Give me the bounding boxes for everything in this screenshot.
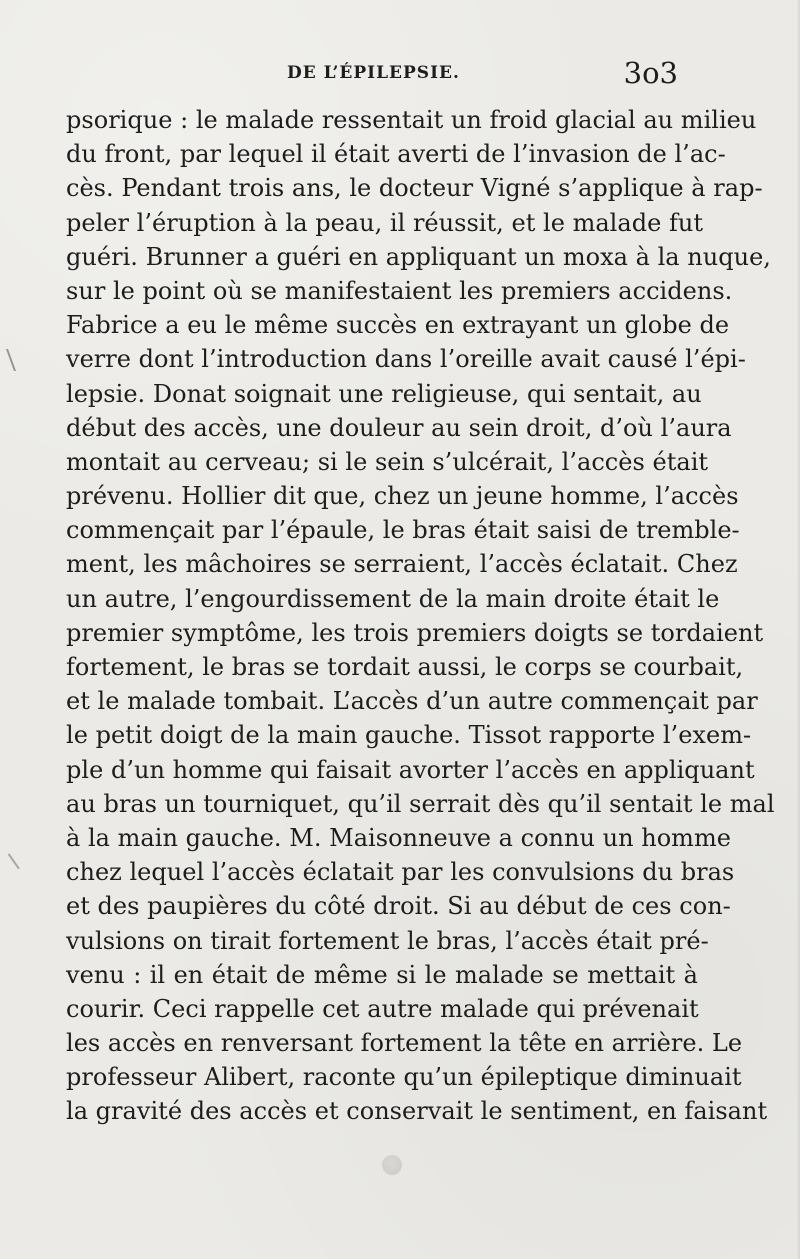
text-line-22: à la main gauche. M. Maisonneuve a connu un homme [66,823,731,852]
page-number: 3o3 [623,56,678,90]
text-line-14: ment, les mâchoires se serraient, l’accès éclatait. Chez [66,550,738,579]
text-line-15: un autre, l’engourdissement de la main droite était le [66,584,720,613]
text-line-4: peler l’éruption à la peau, il réussit, et le malade fut [66,208,704,237]
text-line-7: Fabrice a eu le même succès en extrayant un globe de [66,311,730,340]
left-margin-mark [6,349,22,371]
running-header: DE L’ÉPILEPSIE. [287,63,460,83]
text-line-26: venu : il en était de même si le malade se mettait à [66,960,698,989]
text-line-12: prévenu. Hollier dit que, chez un jeune homme, l’accès [66,482,739,511]
text-line-20: ple d’un homme qui faisait avorter l’accès en appliquant [66,755,755,784]
text-line-29: professeur Alibert, raconte qu’un épileptique diminuait [66,1063,742,1092]
left-margin-mark-lower [8,849,27,869]
text-line-17: fortement, le bras se tordait aussi, le corps se courbait, [66,653,744,681]
text-line-6: sur le point où se manifestaient les premiers accidens. [66,276,733,305]
text-line-25: vulsions on tirait fortement le bras, l’accès était pré- [66,926,709,955]
text-line-9: lepsie. Donat soignait une religieuse, qui sentait, au [66,379,702,408]
text-line-13: commençait par l’épaule, le bras était saisi de tremble- [66,516,740,545]
text-line-11: montait au cerveau; si le sein s’ulcérait, l’accès était [66,447,709,476]
text-line-30: la gravité des accès et conservait le sentiment, en faisant [66,1097,768,1126]
paper-spot [382,1155,402,1175]
text-line-21: au bras un tourniquet, qu’il serrait dès qu’il sentait le mal [66,789,775,818]
text-line-19: le petit doigt de la main gauche. Tissot rapporte l’exem- [66,721,752,750]
body-text [66,103,775,1129]
page-header [0,56,800,96]
text-line-28: les accès en renversant fortement la tête en arrière. Le [66,1029,743,1058]
text-line-24: et des paupières du côté droit. Si au début de ces con- [66,892,731,921]
text-line-10: début des accès, une douleur au sein droit, d’où l’aura [66,413,732,442]
text-line-27: courir. Ceci rappelle cet autre malade qui prévenait [66,994,699,1023]
text-line-2: du front, par lequel il était averti de l’invasion de l’ac- [66,140,726,169]
text-line-5: guéri. Brunner a guéri en appliquant un moxa à la nuque, [66,242,771,271]
text-line-3: cès. Pendant trois ans, le docteur Vigné s’applique à rap- [66,174,763,203]
text-line-1: psorique : le malade ressentait un froid glacial au milieu [66,106,757,134]
text-line-23: chez lequel l’accès éclatait par les convulsions du bras [66,858,735,887]
text-line-8: verre dont l’introduction dans l’oreille avait causé l’épi- [66,345,746,374]
text-line-18: et le malade tombait. L’accès d’un autre commençait par [66,687,758,716]
text-line-16: premier symptôme, les trois premiers doigts se tordaient [66,618,764,647]
